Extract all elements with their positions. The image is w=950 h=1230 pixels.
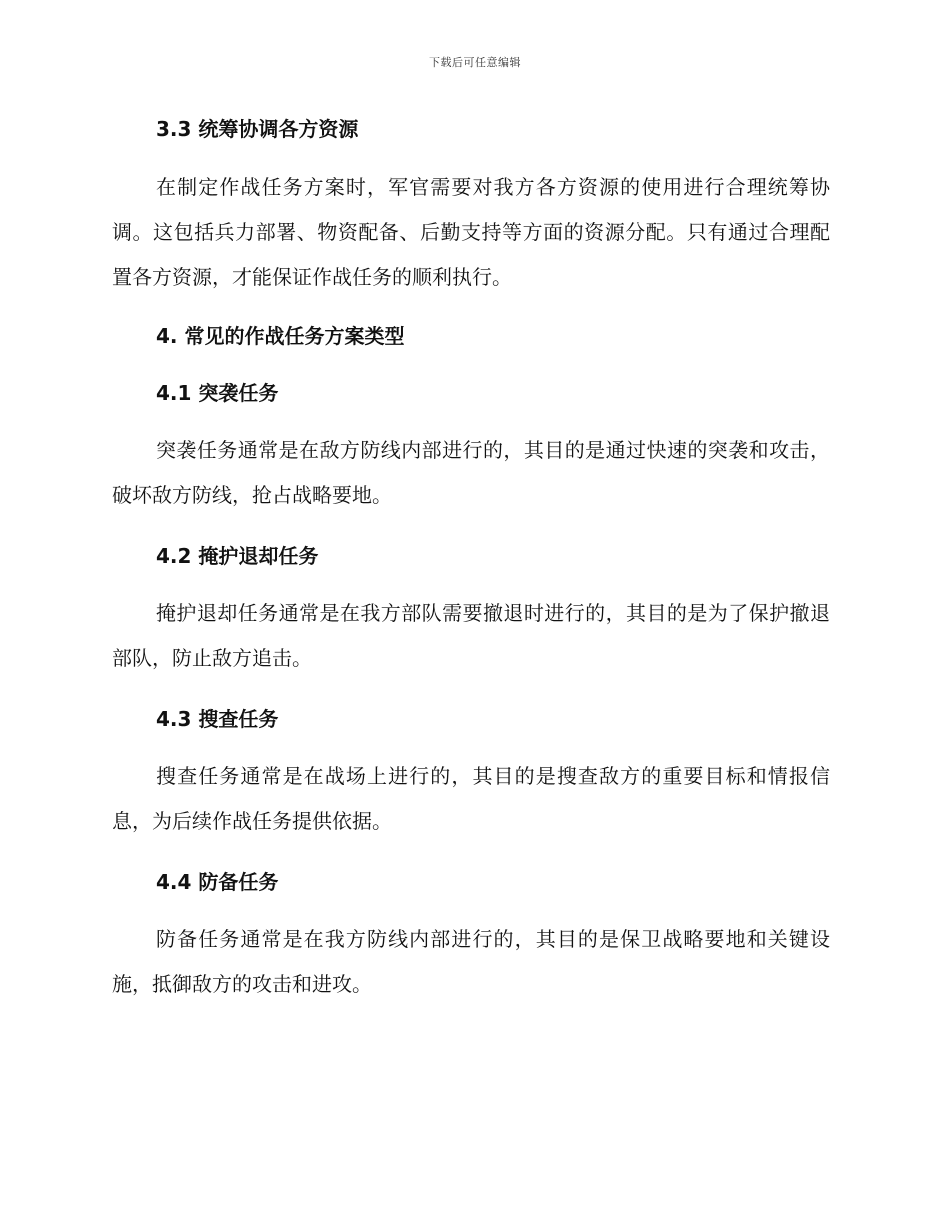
section-body-4-4: 防备任务通常是在我方防线内部进行的，其目的是保卫战略要地和关键设施，抵御敌方的攻击和进攻。 (112, 927, 830, 996)
section-body-4-2: 掩护退却任务通常是在我方部队需要撤退时进行的，其目的是为了保护撤退部队，防止敌方追击。 (112, 601, 830, 670)
section-heading-4: 4. 常见的作战任务方案类型 (156, 324, 405, 348)
section-body-4-3: 搜查任务通常是在战场上进行的，其目的是搜查敌方的重要目标和情报信息，为后续作战任务提供依据。 (112, 764, 830, 833)
section-body-4-1: 突袭任务通常是在敌方防线内部进行的，其目的是通过快速的突袭和攻击，破坏敌方防线，抢占战略要地。 (112, 438, 830, 507)
document-body (112, 110, 830, 1007)
section-heading-4-2: 4.2 掩护退却任务 (156, 544, 319, 568)
section-heading-4-1: 4.1 突袭任务 (156, 381, 279, 405)
section-body-3-3: 在制定作战任务方案时，军官需要对我方各方资源的使用进行合理统筹协调。这包括兵力部署、物资配备、后勤支持等方面的资源分配。只有通过合理配置各方资源，才能保证作战任务的顺利执行。 (112, 175, 830, 289)
section-heading-4-4: 4.4 防备任务 (156, 870, 279, 894)
section-heading-4-3: 4.3 搜查任务 (156, 707, 279, 731)
page-header: 下载后可任意编辑 (429, 56, 521, 69)
section-heading-3-3: 3.3 统筹协调各方资源 (156, 117, 359, 141)
